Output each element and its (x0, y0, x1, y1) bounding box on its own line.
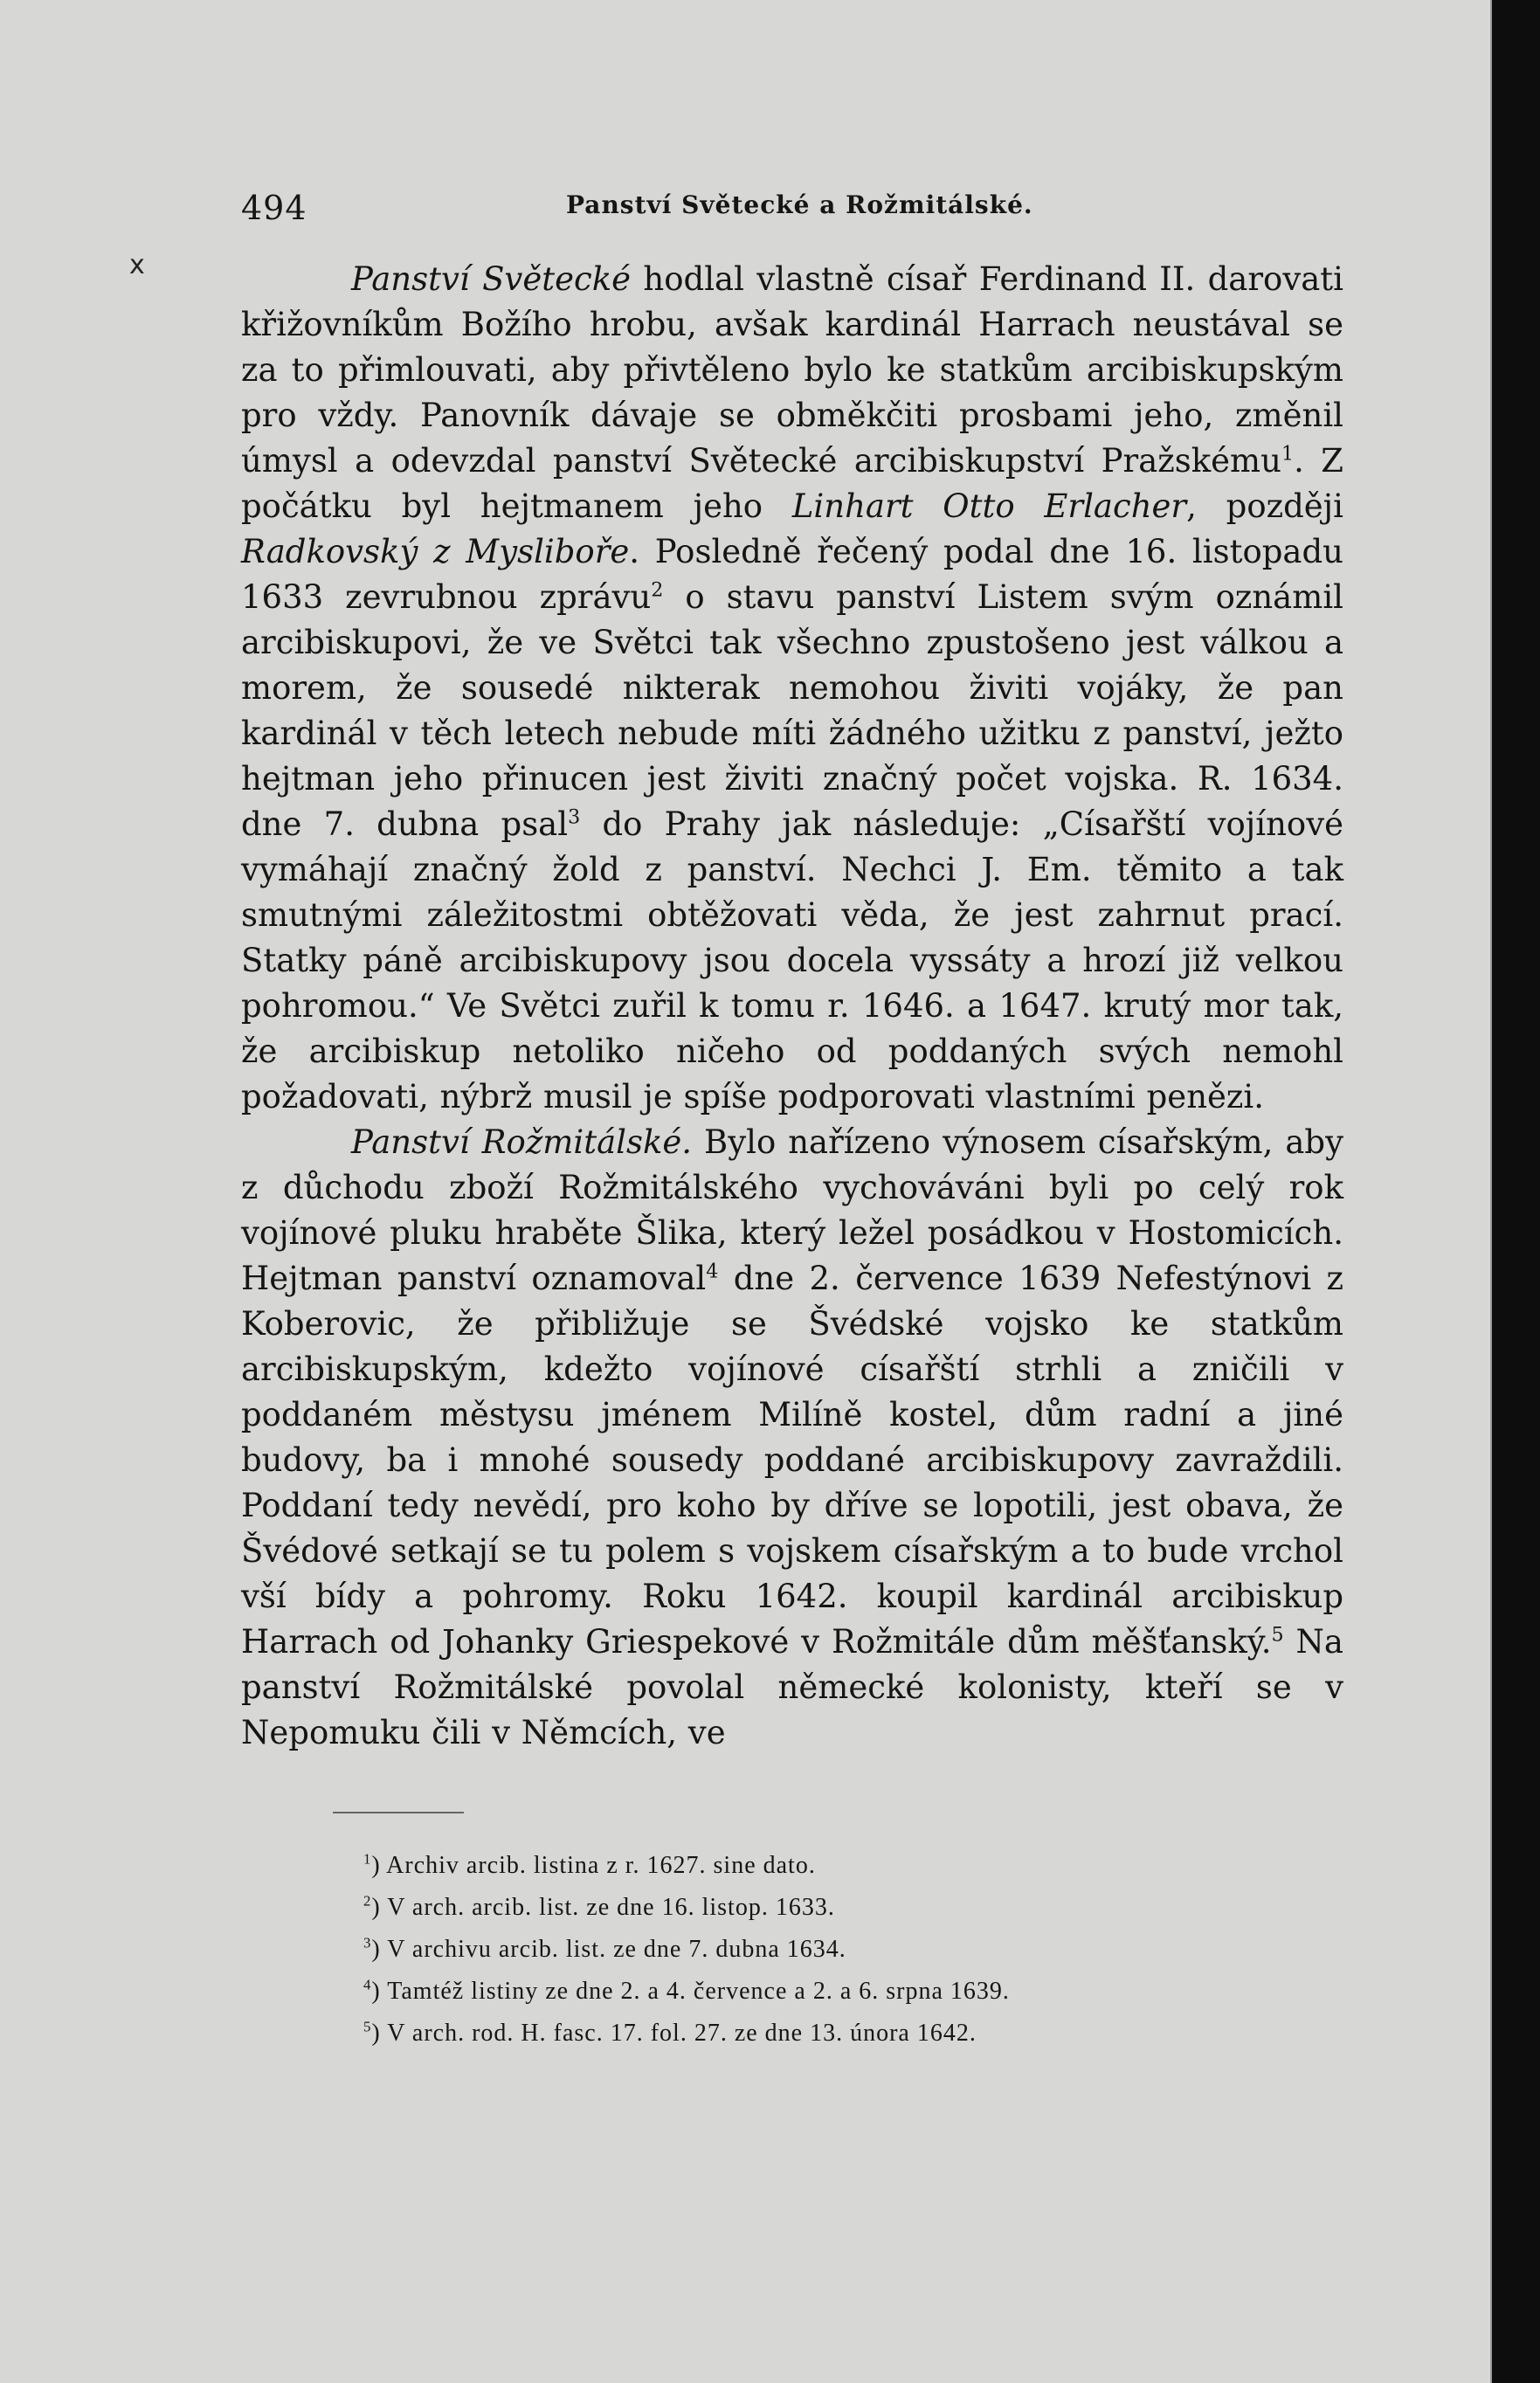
footnote-ref: 2 (651, 578, 664, 602)
paragraph-text: o stavu panství Listem svým oznámil arcibiskupovi, že ve Světci tak všechno zpustošeno jest válkou a morem, že sousedé nikterak nemohou živiti vojáky, že pan kardinál v těch letech nebude míti žádného užitku z panství, ježto hejtman jeho přinucen jest živiti značný počet vojska. R. 1634. dne 7. dubna psal (241, 578, 1343, 843)
paragraph-rozmitalske (241, 1120, 1343, 1756)
footnote-mark: 4 (363, 1976, 372, 1993)
person-name: Radkovský z Myslibořе (241, 533, 630, 570)
footnote-text: ) Archiv arcib. listina z r. 1627. sine dato. (371, 1852, 816, 1879)
margin-mark: x (129, 250, 145, 280)
footnote-mark: 2 (363, 1892, 372, 1910)
footnote-text: ) Tamtéž listiny ze dne 2. a 4. července a 2. a 6. srpna 1639. (371, 1978, 1010, 2005)
footnote-ref: 3 (568, 805, 581, 829)
footnote (363, 1845, 1343, 1887)
page-number: 494 (241, 189, 307, 227)
paragraph-lead: Panství Světecké (351, 260, 632, 298)
footnote-divider (333, 1812, 464, 1813)
paragraph-text: hodlal vlastně císař Ferdinand II. darovati křižovníkům Božího hrobu, avšak kardinál Harrach neustával se za to přimlouvati, aby přivtěleno bylo ke statkům arcibiskupským pro vždy. Panovník dávaje se obměkčiti prosbami jeho, změnil úmysl a odevzdal panství Světecké arcibiskupství Pražskému (241, 260, 1343, 480)
footnote-mark: 3 (363, 1934, 372, 1951)
footnote-ref: 5 (1271, 1623, 1284, 1647)
running-head (241, 171, 1343, 227)
paragraph-svetecke (241, 257, 1343, 1120)
footnote (363, 2013, 1343, 2055)
paragraph-text: Bylo nařízeno výnosem císařským, aby z důchodu zboží Rožmitálského vychováváni byli po celý rok vojínové pluku hraběte Šlika, který ležel posádkou v Hostomicích. Hejtman panství oznamoval (241, 1123, 1343, 1297)
footnote-ref: 1 (1281, 442, 1295, 466)
footnote-mark: 1 (363, 1850, 372, 1868)
paragraph-text: , později (1186, 487, 1343, 525)
footnote-mark: 5 (363, 2018, 372, 2035)
running-title: Panství Světecké a Rožmitálské. (566, 190, 1033, 219)
paragraph-text: . Posledně řečený podal dne 16. listopadu 1633 zevrubnou zprávu (241, 533, 1343, 616)
person-name: Linhart Otto Erlacher (791, 487, 1187, 525)
footnote (363, 1887, 1343, 1929)
paragraph-text: dne 2. července 1639 Nefestýnovi z Koberovic, že přibližuje se Švédské vojsko ke statkům arcibiskupským, kdežto vojínové císařští strhli a zničili v poddaném městysu jménem Milíně kostel, dům radní a jiné budovy, ba i mnohé sousedy poddané arcibiskupovy zavraždili. Poddaní tedy nevědí, pro koho by dříve se lopotili, jest obava, že Švédové setkají se tu polem s vojskem císařským a to bude vrchol vší bídy a pohromy. Roku 1642. koupil kardinál arcibiskup Harrach od Johanky Griespekové v Rožmitále dům měšťanský. (241, 1260, 1343, 1661)
footnote-text: ) V arch. rod. H. fasc. 17. fol. 27. ze dne 13. února 1642. (371, 2020, 977, 2047)
footnote (363, 1971, 1343, 2013)
paragraph-text: Na panství Rožmitálské povolal německé kolonisty, kteří se v Nepomuku čili v Němcích, ve (241, 1623, 1343, 1751)
footnotes (241, 1845, 1343, 2055)
paragraph-text: . Z počátku byl hejtmanem jeho (241, 442, 1344, 525)
paragraph-text: do Prahy jak následuje: „Císařští vojínové vymáhají značný žold z panství. Nechci J. Em. těmito a tak smutnými záležitostmi obtěžovati věda, že jest zahrnut prací. Statky páně arcibiskupovy jsou docela vyssáty a hrozí již velkou pohromou.“ Ve Světci zuřil k tomu r. 1646. a 1647. krutý mor tak, že arcibiskup netoliko ničeho od poddaných svých nemohl požadovati, nýbrž musil je spíše podporovati vlastními penězi. (241, 805, 1343, 1116)
page-content (241, 171, 1343, 2055)
footnote-text: ) V archivu arcib. list. ze dne 7. dubna 1634. (371, 1936, 846, 1963)
footnote (363, 1929, 1343, 1971)
footnote-ref: 4 (706, 1260, 719, 1283)
footnote-text: ) V arch. arcib. list. ze dne 16. listop. 1633. (371, 1894, 835, 1921)
paragraph-lead: Panství Rožmitálské. (351, 1123, 693, 1161)
